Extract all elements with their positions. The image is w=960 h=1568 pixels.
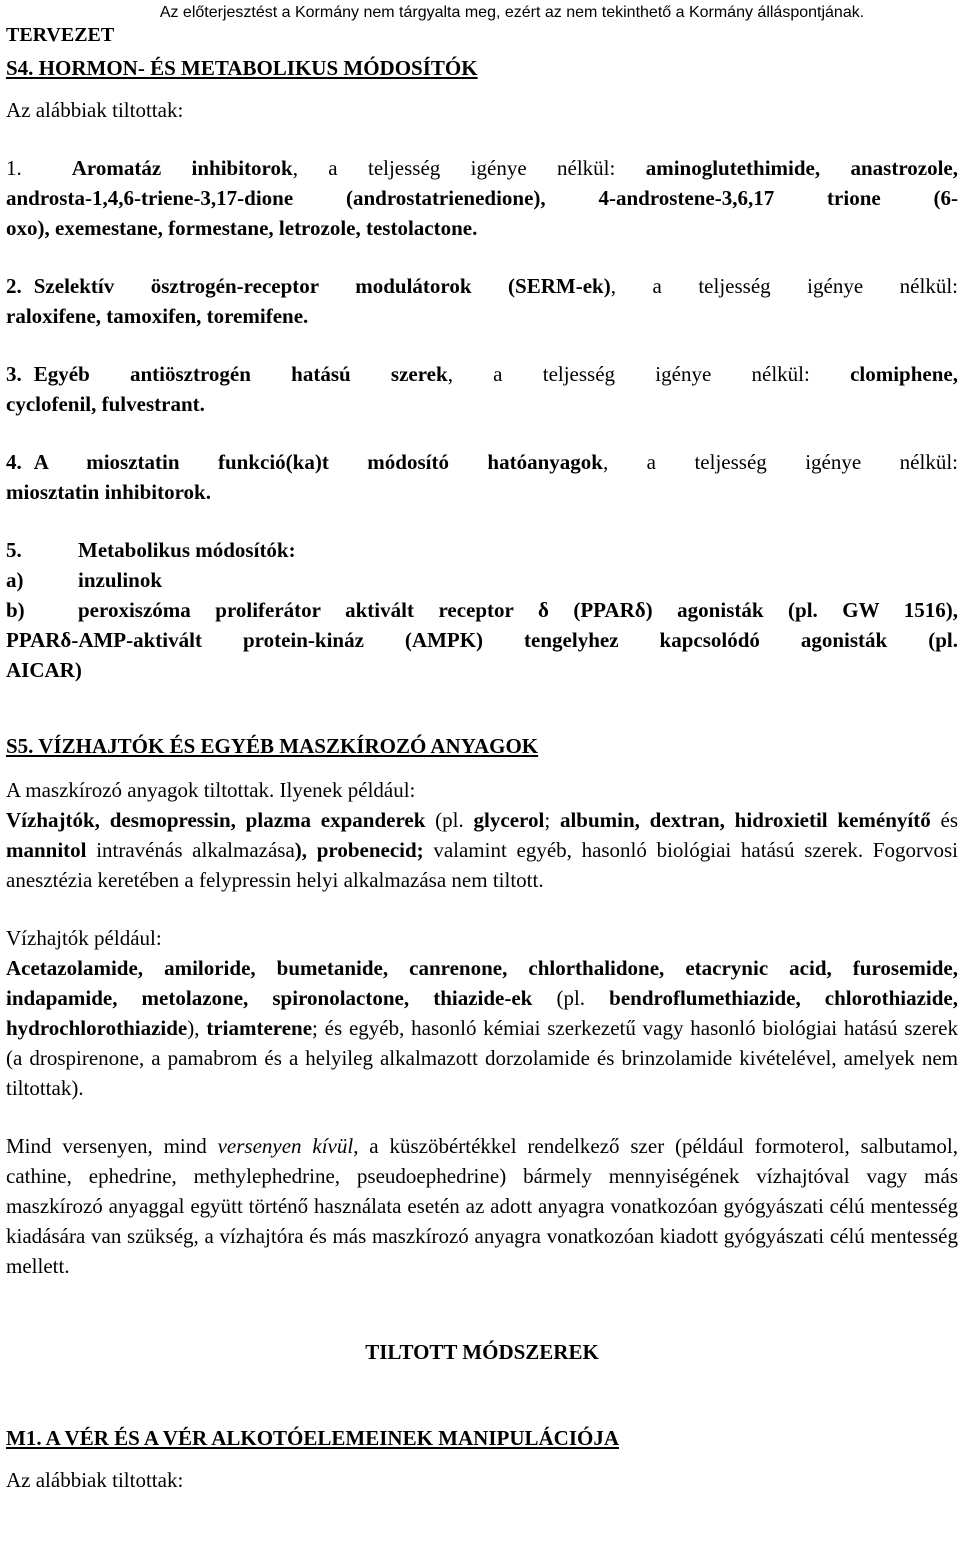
s5-p1-part-2: (pl. [425, 808, 474, 832]
s5-p1-part-3: glycerol [473, 808, 545, 832]
item-2-list: raloxifene, tamoxifen, toremifene. [6, 304, 309, 328]
s5-paragraph-masking-agents [6, 805, 958, 895]
s5-p3-part-3: , a küszöbértékkel rendelkező szer (például formoterol, salbutamol, cathine, ephedrine, methylephedrine, pseudoephedrine) bármely mennyiségének vízhajtóval vagy más maszkírozó anyaggal együtt történő használata esetén az adott anyagra vonatkozóan gyógyászati célú mentesség kiadására van szükség, a vízhajtóra és más maszkírozó anyagra vonatkozóan kiadott gyógyászati célú mentesség mellett. [6, 1134, 958, 1278]
s5-p2-part-3: bendroflumethiazide, chlorothiazide, hydrochlorothiazide [6, 986, 958, 1040]
s5-p2-part-6: ; és egyéb, hasonló kémiai szerkezetű vagy hasonló biológiai hatású szerek (a drospirenone, a pamabrom és a helyileg alkalmazott dorzolamide és brinzolamide kivételével, amelyek nem tiltottak). [6, 1016, 958, 1100]
s5-p1-part-1: Vízhajtók, desmopressin, plazma expanderek [6, 808, 426, 832]
item-4-number: 4. [6, 450, 22, 474]
item-1-heading: Aromatáz inhibitorok [71, 156, 293, 180]
item-2-number: 2. [6, 274, 22, 298]
item-5-heading: Metabolikus módosítók: [78, 538, 296, 562]
item-5b-text-2: PPARδ-AMP-aktivált protein-kináz (AMPK) tengelyhez kapcsolódó agonisták (pl. [6, 628, 958, 652]
item-2-mid: , a teljesség igénye nélkül: [610, 274, 959, 298]
item-3-mid: , a teljesség igénye nélkül: [447, 362, 851, 386]
item-1-list-c: oxo), exemestane, formestane, letrozole, testolactone. [6, 216, 478, 240]
s5-diuretics-intro: Vízhajtók például: [6, 926, 162, 950]
item-1-list-b: androsta-1,4,6-triene-3,17-dione (androstatrienedione), 4-androstene-3,6,17 trione (6- [6, 186, 958, 210]
s5-p2-part-1: Acetazolamide, amiloride, bumetanide, canrenone, chlorthalidone, etacrynic acid, furosemide, indapamide, metolazone, spironolactone, thiazide-ek [6, 956, 958, 1010]
item-5-number: 5. [6, 538, 22, 562]
header-disclaimer: Az előterjesztést a Kormány nem tárgyalta meg, ezért az nem tekinthető a Kormány álláspontjának. [159, 4, 865, 21]
s5-p1-part-6: és [930, 808, 959, 832]
item-3-number: 3. [6, 362, 22, 386]
m1-intro: Az alábbiak tiltottak: [6, 1468, 184, 1492]
item-4-heading: A miosztatin funkció(ka)t módosító hatóanyagok [33, 450, 603, 474]
s5-paragraph-threshold [6, 1131, 958, 1281]
s4-item-3 [6, 359, 958, 419]
s4-item-4 [6, 447, 958, 507]
item-2-heading: Szelektív ösztrogén-receptor modulátorok (SERM-ek) [33, 274, 611, 298]
item-5a-text: inzulinok [78, 568, 163, 592]
s4-intro: Az alábbiak tiltottak: [6, 98, 184, 122]
section-title-m1: M1. A VÉR ÉS A VÉR ALKOTÓELEMEINEK MANIPULÁCIÓJA [6, 1426, 619, 1450]
s5-p2-part-4: ), [187, 1016, 207, 1040]
section-title-s4: S4. HORMON- ÉS METABOLIKUS MÓDOSÍTÓK [6, 56, 478, 80]
s4-item-1 [6, 153, 958, 243]
s4-item-5 [6, 535, 958, 685]
item-4-mid: , a teljesség igénye nélkül: [602, 450, 958, 474]
item-3-list-b: cyclofenil, fulvestrant. [6, 392, 205, 416]
item-3-heading: Egyéb antiösztrogén hatású szerek [33, 362, 448, 386]
s5-p2-part-2: (pl. [532, 986, 610, 1010]
s5-p3-part-2: versenyen kívül [217, 1134, 354, 1158]
document-page [6, 0, 958, 1495]
item-5b-marker: b) [6, 598, 25, 622]
s5-intro: A maszkírozó anyagok tiltottak. Ilyenek például: [6, 778, 416, 802]
item-1-mid: , a teljesség igénye nélkül: [292, 156, 646, 180]
s5-p1-part-8: intravénás alkalmazása [86, 838, 295, 862]
s4-item-2 [6, 271, 958, 331]
item-1-list-a: aminoglutethimide, anastrozole, [645, 156, 958, 180]
item-5a-marker: a) [6, 568, 24, 592]
item-5b-text-3: AICAR) [6, 658, 82, 682]
item-1-number: 1. [6, 156, 22, 180]
s5-paragraph-diuretics [6, 953, 958, 1103]
section-title-s5: S5. VÍZHAJTÓK ÉS EGYÉB MASZKÍROZÓ ANYAGOK [6, 734, 539, 758]
s5-p1-part-4: ; [544, 808, 560, 832]
item-5b-text-1: peroxiszóma proliferátor aktivált receptor δ (PPARδ) agonisták (pl. GW 1516), [78, 598, 958, 622]
methods-title: TILTOTT MÓDSZEREK [365, 1340, 599, 1364]
item-4-list: miosztatin inhibitorok. [6, 480, 211, 504]
item-3-list-a: clomiphene, [850, 362, 958, 386]
s5-p1-part-5: albumin, dextran, hidroxietil keményítő [559, 808, 931, 832]
s5-p3-part-1: Mind versenyen, mind [6, 1134, 218, 1158]
s5-p1-part-10: valamint egyéb, hasonló biológiai hatású szerek. Fogorvosi anesztézia keretében a felypressin helyi alkalmazása nem tiltott. [6, 838, 958, 892]
s5-p1-part-9: ), probenecid; [294, 838, 424, 862]
s5-p1-part-7: mannitol [6, 838, 87, 862]
draft-label: TERVEZET [6, 24, 115, 46]
s5-p2-part-5: triamterene [206, 1016, 313, 1040]
